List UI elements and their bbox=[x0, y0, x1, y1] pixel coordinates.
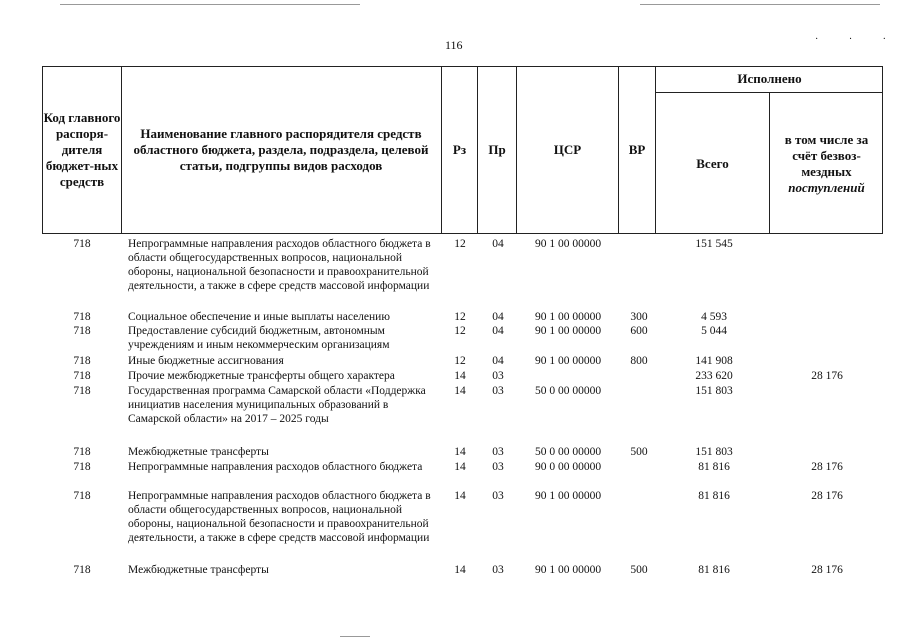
row-pr: 03 bbox=[492, 370, 504, 382]
row-total: 151 803 bbox=[695, 385, 733, 397]
row-pr: 03 bbox=[492, 385, 504, 397]
header-vr: ВР bbox=[628, 142, 646, 157]
row-total: 81 816 bbox=[698, 461, 730, 473]
row-vr: 600 bbox=[630, 325, 648, 337]
row-pr: 03 bbox=[492, 564, 504, 576]
row-pr: 03 bbox=[492, 490, 504, 502]
row-pr: 03 bbox=[492, 446, 504, 458]
row-vr: 500 bbox=[630, 446, 648, 458]
page-number: 116 bbox=[445, 38, 463, 52]
row-name: Иные бюджетные ассигнования bbox=[128, 355, 284, 367]
row-csr: 90 1 00 00000 bbox=[534, 311, 602, 323]
row-name: Предоставление субсидий бюджетным, автономным учреждениям и иным некоммерческим организациям bbox=[128, 325, 390, 351]
row-pr: 04 bbox=[492, 311, 504, 323]
row-total: 4 593 bbox=[701, 311, 727, 323]
row-rz: 12 bbox=[454, 355, 466, 367]
row-rz: 12 bbox=[454, 311, 466, 323]
row-name: Прочие межбюджетные трансферты общего характера bbox=[128, 370, 395, 382]
row-total: 81 816 bbox=[698, 564, 730, 576]
row-total: 81 816 bbox=[698, 490, 730, 502]
header-code: Код главного распоря-дителя бюджет-ных средств bbox=[43, 110, 121, 189]
header-csr: ЦСР bbox=[553, 142, 582, 157]
row-csr: 90 1 00 00000 bbox=[534, 355, 602, 367]
row-code: 718 bbox=[73, 370, 91, 382]
row-total: 151 545 bbox=[695, 238, 733, 250]
row-code: 718 bbox=[73, 446, 91, 458]
row-csr: 90 1 00 00000 bbox=[534, 490, 602, 502]
row-total: 5 044 bbox=[701, 325, 727, 337]
row-free: 28 176 bbox=[811, 490, 843, 502]
scan-specks: · · · bbox=[815, 34, 900, 45]
row-code: 718 bbox=[73, 311, 91, 323]
row-csr: 50 0 00 00000 bbox=[534, 446, 602, 458]
row-code: 718 bbox=[73, 564, 91, 576]
row-rz: 14 bbox=[454, 564, 466, 576]
row-total: 141 908 bbox=[695, 355, 733, 367]
row-code: 718 bbox=[73, 490, 91, 502]
row-vr: 800 bbox=[630, 355, 648, 367]
row-name: Межбюджетные трансферты bbox=[128, 446, 269, 458]
row-vr: 300 bbox=[630, 311, 648, 323]
header-rz: Рз bbox=[452, 142, 467, 157]
row-name: Непрограммные направления расходов областного бюджета bbox=[128, 461, 423, 473]
header-free-italic: поступлений bbox=[788, 179, 865, 195]
row-rz: 14 bbox=[454, 461, 466, 473]
row-csr: 90 1 00 00000 bbox=[534, 238, 602, 250]
row-name: Государственная программа Самарской области «Поддержка инициатив населения муниципальных образований в Самарской области» на 2017 – 2025 годы bbox=[128, 385, 426, 425]
header-free-text: в том числе за счёт безвоз-мездных bbox=[784, 131, 869, 179]
col-divider bbox=[121, 66, 122, 234]
row-code: 718 bbox=[73, 325, 91, 337]
header-name: Наименование главного распорядителя средств областного бюджета, раздела, подраздела, целевой статьи, подгруппы видов расходов bbox=[133, 126, 429, 173]
row-free: 28 176 bbox=[811, 461, 843, 473]
row-total: 151 803 bbox=[695, 446, 733, 458]
row-pr: 04 bbox=[492, 238, 504, 250]
scan-artifact-bottom bbox=[340, 636, 370, 637]
header-total: Всего bbox=[696, 155, 729, 171]
row-pr: 04 bbox=[492, 325, 504, 337]
row-code: 718 bbox=[73, 355, 91, 367]
row-rz: 14 bbox=[454, 490, 466, 502]
row-rz: 14 bbox=[454, 385, 466, 397]
row-csr: 90 1 00 00000 bbox=[534, 564, 602, 576]
header-pr: Пр bbox=[488, 142, 506, 157]
row-code: 718 bbox=[73, 238, 91, 250]
row-csr: 50 0 00 00000 bbox=[534, 385, 602, 397]
row-free: 28 176 bbox=[811, 370, 843, 382]
row-total: 233 620 bbox=[695, 370, 733, 382]
row-code: 718 bbox=[73, 461, 91, 473]
scan-artifact-top bbox=[60, 4, 360, 5]
row-rz: 14 bbox=[454, 370, 466, 382]
row-pr: 03 bbox=[492, 461, 504, 473]
scan-artifact-top-right bbox=[640, 4, 880, 5]
row-name: Непрограммные направления расходов областного бюджета в области общегосударственных вопросов, национальной обороны, национальной безопасности и правоохранительной деятельности, а также в сфере средств массовой информации bbox=[128, 238, 431, 292]
row-rz: 12 bbox=[454, 238, 466, 250]
row-csr: 90 0 00 00000 bbox=[534, 461, 602, 473]
row-code: 718 bbox=[73, 385, 91, 397]
row-vr: 500 bbox=[630, 564, 648, 576]
row-name: Непрограммные направления расходов областного бюджета в области общегосударственных вопросов, национальной обороны, национальной безопасности и правоохранительной деятельности, а также в сфере средств массовой информации bbox=[128, 490, 431, 544]
row-pr: 04 bbox=[492, 355, 504, 367]
row-rz: 14 bbox=[454, 446, 466, 458]
row-rz: 12 bbox=[454, 325, 466, 337]
header-free bbox=[770, 93, 883, 234]
row-name: Социальное обеспечение и иные выплаты населению bbox=[128, 311, 390, 323]
row-csr: 90 1 00 00000 bbox=[534, 325, 602, 337]
header-executed: Исполнено bbox=[737, 71, 802, 86]
row-free: 28 176 bbox=[811, 564, 843, 576]
row-name: Межбюджетные трансферты bbox=[128, 564, 269, 576]
